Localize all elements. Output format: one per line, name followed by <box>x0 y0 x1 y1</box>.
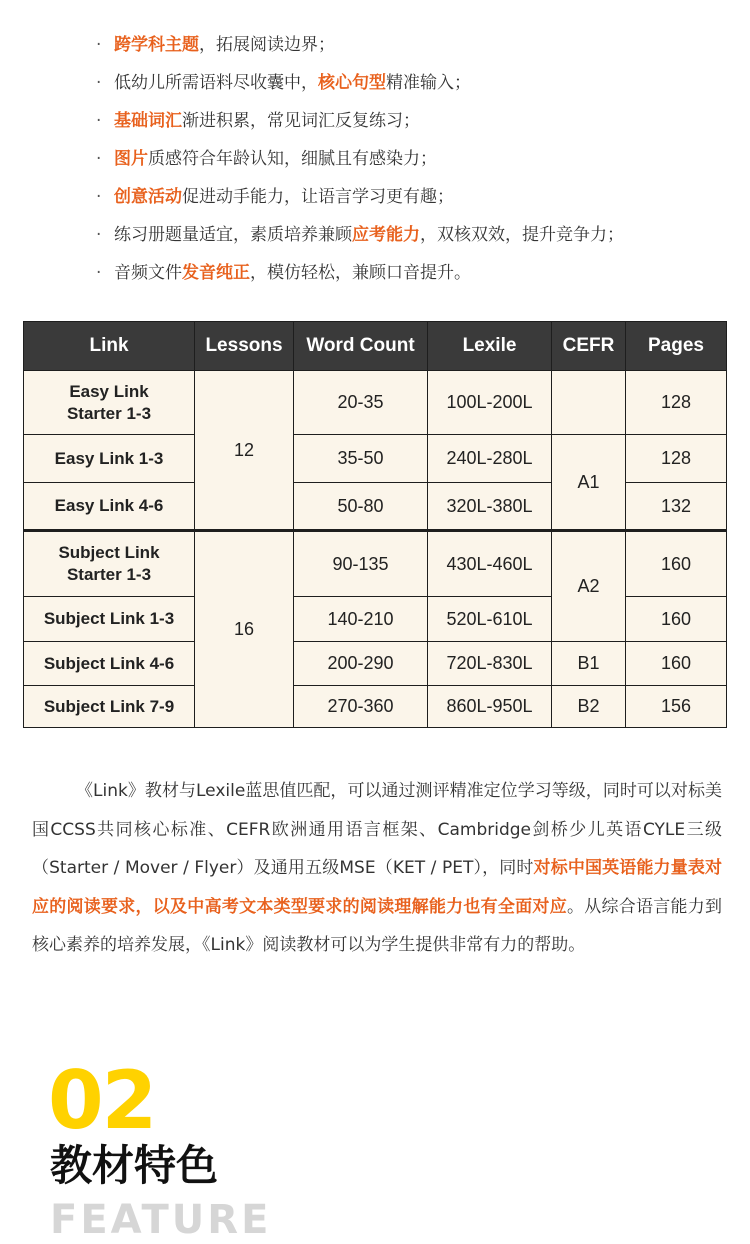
cell-cefr: A2 <box>552 531 626 642</box>
cell-link-name: Easy Link 1-3 <box>24 435 195 483</box>
cell-pages: 128 <box>626 435 727 483</box>
feature-bullet-list <box>96 28 736 294</box>
paragraph-highlight: 对标中国英语能力量表对应的阅读要求，以及中高考文本类型要求的阅读理解能力也有全面对应 <box>32 858 722 917</box>
cell-pages: 160 <box>626 597 727 642</box>
bullet-item: · 练习册题量适宜，素质培养兼顾应考能力，双核双效，提升竞争力； <box>96 218 736 256</box>
table-row <box>24 371 727 435</box>
bullet-dot: · <box>96 263 102 283</box>
header-link: Link <box>24 322 195 371</box>
section-subtitle: FEATURE <box>50 1197 272 1243</box>
cell-pages: 156 <box>626 686 727 728</box>
bullet-item: · 音频文件发音纯正，模仿轻松，兼顾口音提升。 <box>96 256 736 294</box>
bullet-item: · 基础词汇渐进积累，常见词汇反复练习； <box>96 104 736 142</box>
cell-link-name: Easy Link 4-6 <box>24 483 195 531</box>
cell-link-name: Subject Link 7-9 <box>24 686 195 728</box>
section-title: 教材特色 <box>50 1141 219 1190</box>
cell-lexile: 860L-950L <box>428 686 552 728</box>
cell-word-count: 50-80 <box>294 483 428 531</box>
bullet-dot: · <box>96 35 102 55</box>
bullet-item: · 跨学科主题，拓展阅读边界； <box>96 28 736 66</box>
cell-lexile: 720L-830L <box>428 642 552 686</box>
cell-link-name: Subject Link Starter 1-3 <box>24 531 195 597</box>
bullet-item: · 创意活动促进动手能力，让语言学习更有趣； <box>96 180 736 218</box>
bullet-highlight: 发音纯正 <box>182 263 250 283</box>
cell-link-name: Subject Link 4-6 <box>24 642 195 686</box>
header-lessons: Lessons <box>195 322 294 371</box>
header-word-count: Word Count <box>294 322 428 371</box>
cell-lessons: 16 <box>195 531 294 728</box>
cell-pages: 160 <box>626 642 727 686</box>
description-paragraph: 《Link》教材与Lexile蓝思值匹配，可以通过测评精准定位学习等级，同时可以对标美国CCSS共同核心标准、CEFR欧洲通用语言框架、Cambridge剑桥少儿英语CYLE三级（Starter / Mover / Flyer）及通用五级MSE（KET / PET），同时对标中国英语能力量表对应的阅读要求，以及中高考文本类型要求的阅读理解能力也有全面对应。从综合语言能力到核心素养的培养发展，《Link》阅读教材可以为学生提供非常有力的帮助。 <box>32 781 723 955</box>
cell-lexile: 430L-460L <box>428 531 552 597</box>
bullet-dot: · <box>96 149 102 169</box>
cell-word-count: 90-135 <box>294 531 428 597</box>
cell-word-count: 140-210 <box>294 597 428 642</box>
table-row <box>24 435 727 483</box>
bullet-dot: · <box>96 187 102 207</box>
series-spec-table <box>23 321 727 728</box>
cell-link-name: Subject Link 1-3 <box>24 597 195 642</box>
cell-cefr: B2 <box>552 686 626 728</box>
cell-link-name: Easy Link Starter 1-3 <box>24 371 195 435</box>
cell-cefr: A1 <box>552 435 626 531</box>
header-pages: Pages <box>626 322 727 371</box>
cell-word-count: 20-35 <box>294 371 428 435</box>
cell-lexile: 100L-200L <box>428 371 552 435</box>
bullet-highlight: 核心句型 <box>318 73 386 93</box>
bullet-item: · 图片质感符合年龄认知，细腻且有感染力； <box>96 142 736 180</box>
cell-pages: 160 <box>626 531 727 597</box>
cell-word-count: 270-360 <box>294 686 428 728</box>
cell-word-count: 35-50 <box>294 435 428 483</box>
cell-cefr-empty <box>552 371 626 435</box>
cell-lexile: 520L-610L <box>428 597 552 642</box>
bullet-highlight: 跨学科主题 <box>114 35 199 55</box>
bullet-item: · 低幼儿所需语料尽收囊中，核心句型精准输入； <box>96 66 736 104</box>
bullet-highlight: 创意活动 <box>114 187 182 207</box>
table-header-row <box>24 322 727 371</box>
cell-lexile: 320L-380L <box>428 483 552 531</box>
cell-lexile: 240L-280L <box>428 435 552 483</box>
table-row <box>24 531 727 597</box>
table-row <box>24 686 727 728</box>
bullet-dot: · <box>96 225 102 245</box>
bullet-highlight: 基础词汇 <box>114 111 182 131</box>
cell-cefr: B1 <box>552 642 626 686</box>
section-number: 02 <box>48 1054 156 1147</box>
bullet-dot: · <box>96 111 102 131</box>
bullet-highlight: 应考能力 <box>352 225 420 245</box>
cell-lessons: 12 <box>195 371 294 531</box>
bullet-highlight: 图片 <box>114 149 148 169</box>
cell-pages: 128 <box>626 371 727 435</box>
table-row <box>24 642 727 686</box>
header-lexile: Lexile <box>428 322 552 371</box>
cell-pages: 132 <box>626 483 727 531</box>
header-cefr: CEFR <box>552 322 626 371</box>
cell-word-count: 200-290 <box>294 642 428 686</box>
bullet-dot: · <box>96 73 102 93</box>
